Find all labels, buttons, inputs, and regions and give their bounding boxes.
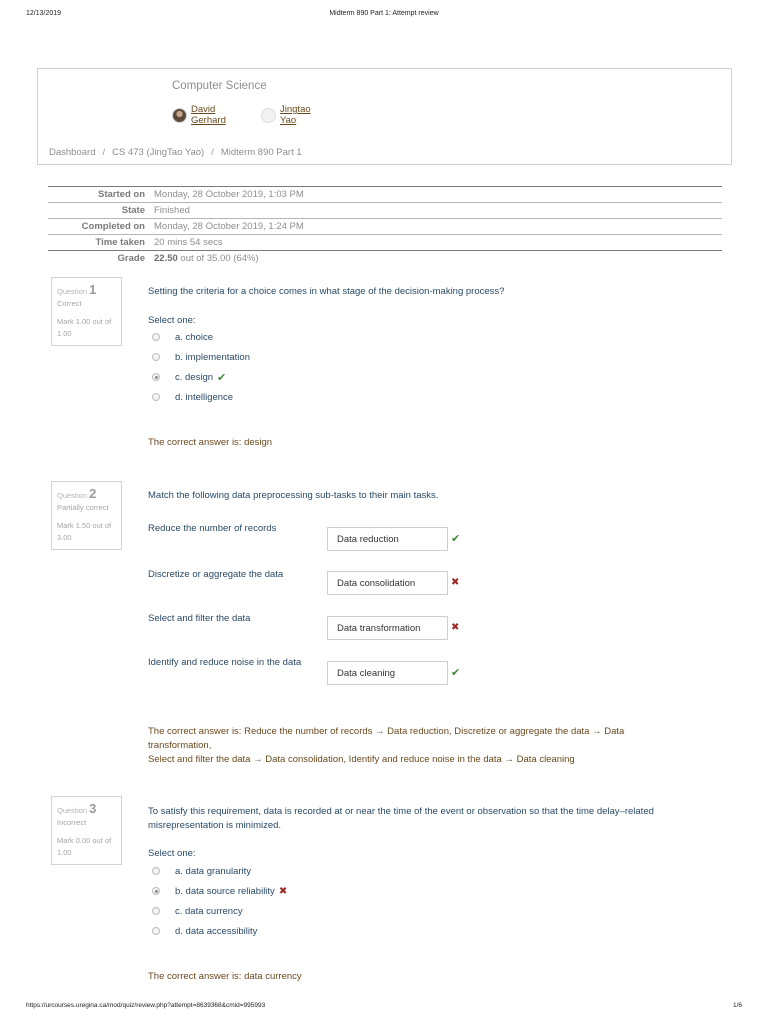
correct-answer-feedback	[148, 725, 708, 767]
question-text: Match the following data preprocessing sub-tasks to their main tasks.	[148, 490, 439, 501]
question-mark: Mark 0.00 out of 1.00	[57, 836, 112, 857]
summary-label: Grade	[117, 253, 145, 264]
avatar	[261, 108, 276, 123]
question-text-line: misrepresentation is minimized.	[148, 820, 282, 831]
answer-option-selected[interactable]	[152, 884, 287, 898]
summary-value: 20 mins 54 secs	[154, 237, 223, 248]
attempt-summary-table	[48, 186, 722, 266]
question-info-1	[51, 277, 122, 346]
summary-label: Completed on	[81, 221, 145, 232]
summary-value: Monday, 28 October 2019, 1:03 PM	[154, 189, 304, 200]
print-page-number: 1/6	[732, 1002, 742, 1009]
question-text: Setting the criteria for a choice comes in what stage of the decision-making process?	[148, 286, 505, 297]
question-text-line: To satisfy this requirement, data is recorded at or near the time of the event or observation so that the time delay–related	[148, 806, 654, 817]
option-label: a. choice	[175, 331, 214, 343]
print-date: 12/13/2019	[26, 10, 62, 17]
question-prefix: Question	[57, 287, 88, 296]
correct-answer-feedback: The correct answer is: design	[148, 437, 273, 448]
breadcrumb-course[interactable]: CS 473 (JingTao Yao)	[112, 147, 205, 158]
summary-label: Time taken	[95, 237, 145, 248]
print-header	[26, 10, 742, 22]
question-state: Partially correct	[57, 503, 109, 512]
radio-button[interactable]	[152, 887, 160, 895]
print-footer	[26, 1002, 742, 1014]
breadcrumb-separator: /	[102, 147, 106, 158]
radio-button[interactable]	[152, 867, 160, 875]
cross-icon: ✖	[451, 577, 460, 588]
course-header	[37, 68, 732, 165]
question-state: Incorrect	[57, 818, 87, 827]
breadcrumb	[49, 147, 302, 158]
teacher-name: David Gerhard	[191, 104, 226, 126]
check-icon: ✔	[217, 371, 227, 384]
answer-line: The correct answer is: Reduce the number of records → Data reduction, Discretize or aggregate the data → Data	[148, 726, 625, 737]
option-label: c. design	[175, 371, 214, 383]
radio-button[interactable]	[152, 373, 160, 381]
select-one-label: Select one:	[148, 848, 196, 859]
question-info-2	[51, 481, 122, 550]
question-state: Correct	[57, 299, 82, 308]
check-icon: ✔	[451, 533, 461, 545]
match-prompt: Discretize or aggregate the data	[148, 569, 284, 580]
option-label: b. data source reliability	[175, 885, 275, 897]
match-select[interactable]: Data consolidation	[327, 571, 448, 595]
answer-line: transformation,	[148, 740, 212, 751]
answer-option[interactable]	[152, 390, 233, 404]
summary-value	[154, 253, 259, 264]
teacher-link[interactable]	[261, 104, 311, 126]
question-info-3	[51, 796, 122, 865]
check-icon: ✔	[451, 667, 461, 679]
match-prompt: Identify and reduce noise in the data	[148, 657, 302, 668]
teacher-name: Jingtao Yao	[280, 104, 311, 126]
answer-option[interactable]	[152, 350, 250, 364]
summary-value: Finished	[154, 205, 190, 216]
option-label: a. data granularity	[175, 865, 252, 877]
match-select[interactable]: Data transformation	[327, 616, 448, 640]
question-prefix: Question	[57, 806, 88, 815]
summary-value: Monday, 28 October 2019, 1:24 PM	[154, 221, 304, 232]
print-url: https://urcourses.uregina.ca/mod/quiz/review.php?attempt=8639368&cmid=995993	[26, 1002, 266, 1009]
teacher-link[interactable]	[172, 104, 226, 126]
correct-answer-feedback: The correct answer is: data currency	[148, 971, 302, 982]
answer-line: Select and filter the data → Data consolidation, Identify and reduce noise in the data → Data cleaning	[148, 754, 575, 765]
summary-label: State	[121, 205, 145, 216]
breadcrumb-quiz[interactable]: Midterm 890 Part 1	[220, 147, 302, 158]
option-label: d. intelligence	[175, 391, 234, 403]
answer-option[interactable]	[152, 924, 257, 938]
summary-row-completed	[48, 218, 722, 234]
question-mark: Mark 1.50 out of 3.00	[57, 521, 112, 542]
breadcrumb-separator: /	[211, 147, 214, 158]
match-select[interactable]: Data cleaning	[327, 661, 448, 685]
summary-row-state	[48, 202, 722, 218]
answer-option[interactable]	[152, 330, 213, 344]
radio-button[interactable]	[152, 927, 160, 935]
question-text	[148, 805, 718, 833]
radio-button[interactable]	[152, 333, 160, 341]
match-prompt: Select and filter the data	[148, 613, 251, 624]
print-title: Midterm 890 Part 1: Attempt review	[329, 10, 439, 17]
option-label: c. data currency	[175, 905, 243, 917]
question-num: 2	[89, 486, 97, 501]
select-one-label: Select one:	[148, 315, 196, 326]
radio-button[interactable]	[152, 393, 160, 401]
cross-icon: ✖	[278, 885, 288, 897]
question-num: 3	[89, 801, 97, 816]
answer-option[interactable]	[152, 864, 251, 878]
breadcrumb-dashboard[interactable]: Dashboard	[49, 147, 96, 158]
summary-label: Started on	[98, 189, 145, 200]
avatar	[172, 108, 187, 123]
summary-row-grade	[48, 250, 722, 266]
question-number	[57, 282, 116, 297]
radio-button[interactable]	[152, 353, 160, 361]
question-num: 1	[89, 282, 97, 297]
option-label: b. implementation	[175, 351, 250, 363]
radio-button[interactable]	[152, 907, 160, 915]
answer-option[interactable]	[152, 904, 243, 918]
question-mark: Mark 1.00 out of 1.00	[57, 317, 112, 338]
summary-row-time	[48, 234, 722, 250]
question-number	[57, 486, 116, 501]
grade-score: 22.50	[154, 253, 178, 264]
cross-icon: ✖	[451, 622, 460, 633]
summary-row-started	[48, 186, 722, 202]
grade-total: out of 35.00 (64%)	[177, 253, 259, 264]
option-label: d. data accessibility	[175, 925, 258, 937]
question-prefix: Question	[57, 491, 88, 500]
match-prompt: Reduce the number of records	[148, 523, 277, 534]
answer-option-selected[interactable]	[152, 370, 226, 384]
course-name: Computer Science	[172, 80, 267, 92]
match-select[interactable]: Data reduction	[327, 527, 448, 551]
question-number	[57, 801, 116, 816]
